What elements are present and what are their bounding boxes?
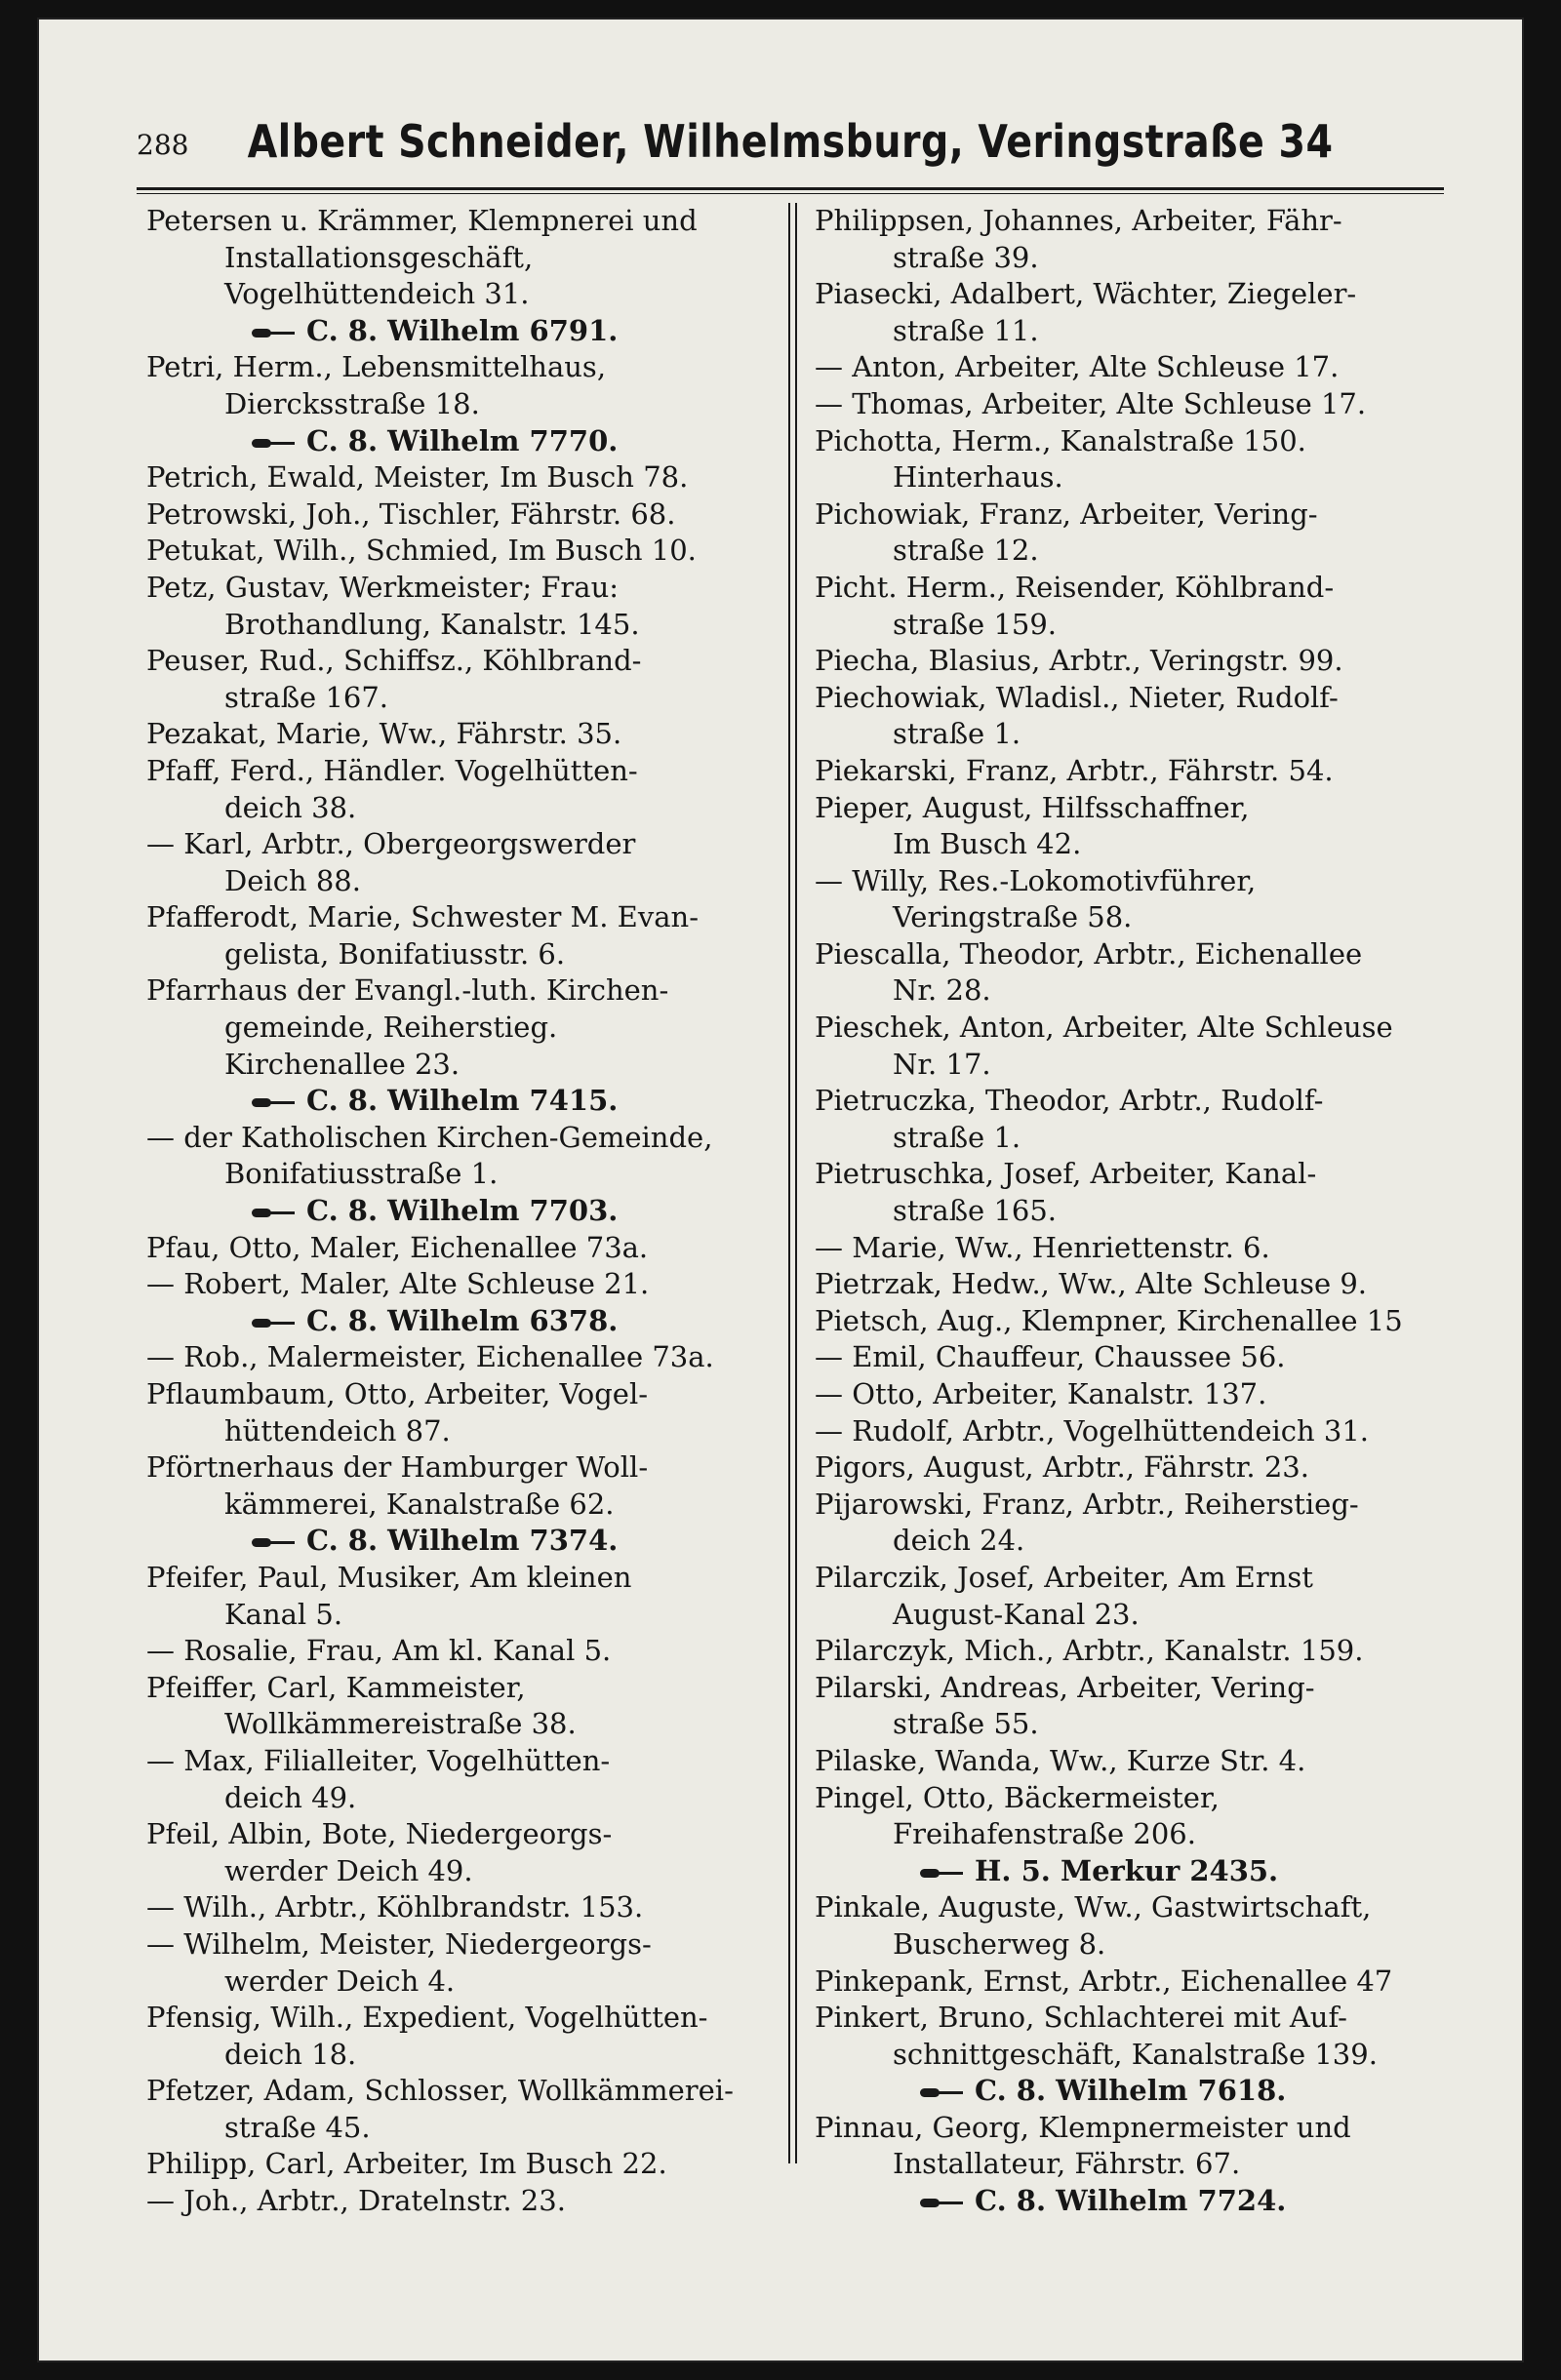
directory-entry: [815, 936, 1459, 1010]
telephone-line: [185, 313, 761, 350]
telephone-number: C. 8. Wilhelm 6791.: [306, 313, 619, 347]
entry-name-line: Pfeiffer, Carl, Kammeister,: [146, 1670, 526, 1704]
telephone-icon: [252, 1316, 297, 1329]
directory-entry: [815, 1633, 1459, 1670]
entry-name-line: Pieper, August, Hilfsschaffner,: [815, 790, 1250, 824]
telephone-icon: [252, 1095, 297, 1109]
entry-name-line: Piekarski, Franz, Arbtr., Fährstr. 54.: [815, 753, 1334, 787]
entry-name-line: Piechowiak, Wladisl., Nieter, Rudolf-: [815, 680, 1339, 714]
telephone-line: [185, 1193, 761, 1230]
telephone-line: [854, 2183, 1459, 2220]
directory-entry: [146, 459, 761, 496]
directory-entry: [815, 643, 1459, 680]
telephone-icon: [920, 2196, 965, 2209]
entry-name-line: — der Katholischen Kirchen-Gemeinde,: [146, 1120, 713, 1154]
directory-entry: [146, 1449, 761, 1560]
entry-name-line: Piasecki, Adalbert, Wächter, Ziegeler-: [815, 277, 1357, 311]
telephone-number: C. 8. Wilhelm 7770.: [306, 423, 619, 457]
entry-continuation-line: straße 11.: [893, 313, 1039, 347]
directory-entry: [146, 2000, 761, 2073]
entry-name-line: Pilarski, Andreas, Arbeiter, Vering-: [815, 1670, 1315, 1704]
directory-entry: [146, 972, 761, 1119]
directory-entry: [146, 349, 761, 459]
directory-entry: [815, 349, 1459, 386]
directory-entry: [815, 423, 1459, 496]
directory-entry: [146, 1633, 761, 1670]
entry-name-line: Pinnau, Georg, Klempnermeister und: [815, 2110, 1351, 2144]
entry-name-line: Pförtnerhaus der Hamburger Woll-: [146, 1450, 649, 1485]
directory-entry: [146, 2183, 761, 2220]
entry-continuation-line: Veringstraße 58.: [893, 900, 1133, 934]
directory-entry: [146, 1266, 761, 1339]
directory-entry: [146, 899, 761, 972]
directory-entry: [815, 1376, 1459, 1413]
telephone-line: [185, 1083, 761, 1120]
telephone-line: [185, 423, 761, 460]
entry-continuation-line: Installateur, Fährstr. 67.: [893, 2147, 1241, 2181]
directory-entry: [815, 1487, 1459, 1560]
directory-entry: [815, 203, 1459, 276]
telephone-number: C. 8. Wilhelm 7374.: [306, 1524, 619, 1558]
directory-entry: [815, 1449, 1459, 1487]
directory-entry: [815, 1230, 1459, 1267]
directory-entry: [146, 1670, 761, 1743]
entry-name-line: Pinkale, Auguste, Ww., Gastwirtschaft,: [815, 1890, 1372, 1924]
entry-continuation-line: Nr. 17.: [893, 1047, 991, 1081]
entry-name-line: Pfeifer, Paul, Musiker, Am kleinen: [146, 1560, 632, 1594]
entry-name-line: Piescalla, Theodor, Arbtr., Eichenallee: [815, 936, 1363, 971]
directory-entry: [146, 1339, 761, 1376]
entry-name-line: Petrowski, Joh., Tischler, Fährstr. 68.: [146, 496, 676, 531]
entry-name-line: Pfarrhaus der Evangl.-luth. Kirchen-: [146, 973, 669, 1008]
directory-entry: [146, 753, 761, 826]
page-title: Albert Schneider, Wilhelmsburg, Veringstraße 34: [247, 115, 1334, 168]
directory-entry: [815, 570, 1459, 643]
entry-name-line: — Wilh., Arbtr., Köhlbrandstr. 153.: [146, 1890, 644, 1924]
entry-name-line: Pichowiak, Franz, Arbeiter, Vering-: [815, 496, 1318, 531]
directory-entry: [146, 826, 761, 899]
telephone-number: C. 8. Wilhelm 7703.: [306, 1194, 619, 1228]
directory-entry: [815, 1266, 1459, 1303]
entry-name-line: Picht. Herm., Reisender, Köhlbrand-: [815, 570, 1335, 604]
entry-name-line: Pfensig, Wilh., Expedient, Vogelhütten-: [146, 2001, 708, 2035]
entry-name-line: Pieschek, Anton, Arbeiter, Alte Schleuse: [815, 1011, 1393, 1045]
entry-name-line: Pietruschka, Josef, Arbeiter, Kanal-: [815, 1157, 1317, 1191]
entry-continuation-line: werder Deich 4.: [224, 1964, 456, 1998]
telephone-number: C. 8. Wilhelm 7724.: [975, 2184, 1287, 2218]
entry-continuation-line: straße 167.: [224, 680, 389, 714]
entry-name-line: Peuser, Rud., Schiffsz., Köhlbrand-: [146, 644, 642, 678]
telephone-number: H. 5. Merkur 2435.: [975, 1853, 1279, 1887]
entry-name-line: — Joh., Arbtr., Dratelnstr. 23.: [146, 2184, 566, 2218]
telephone-icon: [252, 1535, 297, 1549]
entry-name-line: — Robert, Maler, Alte Schleuse 21.: [146, 1267, 650, 1301]
directory-entry: [146, 1889, 761, 1926]
telephone-line: [185, 1523, 761, 1560]
entry-name-line: Pfeil, Albin, Bote, Niedergeorgs-: [146, 1817, 613, 1851]
directory-entry: [815, 386, 1459, 423]
entry-name-line: Pflaumbaum, Otto, Arbeiter, Vogel-: [146, 1377, 649, 1410]
entry-name-line: — Max, Filialleiter, Vogelhütten-: [146, 1743, 611, 1777]
entry-continuation-line: Nr. 28.: [893, 973, 991, 1008]
entry-continuation-line: Freihafenstraße 206.: [893, 1817, 1196, 1851]
entry-name-line: Pigors, August, Arbtr., Fährstr. 23.: [815, 1450, 1309, 1485]
directory-entry: [146, 716, 761, 753]
entry-name-line: — Rosalie, Frau, Am kl. Kanal 5.: [146, 1634, 612, 1668]
entry-name-line: — Anton, Arbeiter, Alte Schleuse 17.: [815, 350, 1340, 384]
entry-name-line: Pfafferodt, Marie, Schwester M. Evan-: [146, 900, 699, 934]
entry-continuation-line: Im Busch 42.: [893, 827, 1082, 861]
entry-name-line: Pietsch, Aug., Klempner, Kirchenallee 15: [815, 1303, 1403, 1337]
directory-entry: [815, 753, 1459, 790]
entry-continuation-line: Kirchenallee 23.: [224, 1047, 460, 1081]
telephone-number: C. 8. Wilhelm 7415.: [306, 1084, 619, 1118]
entry-continuation-line: Hinterhaus.: [893, 460, 1063, 495]
directory-entry: [815, 1156, 1459, 1229]
directory-entry: [146, 1230, 761, 1267]
page-number: 288: [137, 129, 189, 161]
entry-name-line: Pfetzer, Adam, Schlosser, Wollkämmerei-: [146, 2074, 734, 2108]
telephone-line: [185, 1303, 761, 1340]
entry-continuation-line: werder Deich 49.: [224, 1853, 473, 1887]
entry-name-line: Philippsen, Johannes, Arbeiter, Fähr-: [815, 204, 1342, 237]
right-column: [815, 203, 1459, 2220]
column-divider: [788, 203, 797, 2163]
directory-entry: [815, 1780, 1459, 1890]
telephone-line: [854, 1853, 1459, 1890]
entry-continuation-line: gelista, Bonifatiusstr. 6.: [224, 936, 566, 971]
entry-name-line: — Emil, Chauffeur, Chaussee 56.: [815, 1340, 1286, 1374]
entry-name-line: Pijarowski, Franz, Arbtr., Reiherstieg-: [815, 1487, 1359, 1521]
entry-continuation-line: kämmerei, Kanalstraße 62.: [224, 1487, 615, 1521]
directory-entry: [146, 203, 761, 349]
entry-name-line: Pilaske, Wanda, Ww., Kurze Str. 4.: [815, 1743, 1306, 1777]
entry-continuation-line: gemeinde, Reiherstieg.: [224, 1011, 558, 1045]
directory-entry: [815, 1670, 1459, 1743]
directory-entry: [815, 1303, 1459, 1340]
directory-entry: [815, 1964, 1459, 2001]
telephone-number: C. 8. Wilhelm 7618.: [975, 2074, 1287, 2108]
entry-continuation-line: Installationsgeschäft,: [224, 240, 534, 274]
directory-entry: [815, 1560, 1459, 1633]
directory-entry: [815, 1083, 1459, 1156]
entry-name-line: — Rudolf, Arbtr., Vogelhüttendeich 31.: [815, 1413, 1370, 1448]
telephone-icon: [252, 1206, 297, 1219]
directory-entry: [815, 1010, 1459, 1083]
entry-name-line: Pfau, Otto, Maler, Eichenallee 73a.: [146, 1230, 649, 1264]
entry-name-line: — Thomas, Arbeiter, Alte Schleuse 17.: [815, 386, 1367, 420]
directory-entry: [146, 2146, 761, 2183]
entry-continuation-line: Diercksstraße 18.: [224, 386, 480, 420]
directory-entry: [815, 1743, 1459, 1780]
entry-name-line: Pingel, Otto, Bäckermeister,: [815, 1780, 1220, 1814]
entry-name-line: Pietruczka, Theodor, Arbtr., Rudolf-: [815, 1084, 1324, 1118]
directory-entry: [146, 1560, 761, 1633]
entry-name-line: Petrich, Ewald, Meister, Im Busch 78.: [146, 460, 689, 495]
directory-entry: [815, 2000, 1459, 2110]
entry-continuation-line: straße 159.: [893, 607, 1058, 641]
directory-entry: [815, 276, 1459, 349]
entry-name-line: Pinkepank, Ernst, Arbtr., Eichenallee 47: [815, 1964, 1393, 1998]
entry-continuation-line: deich 49.: [224, 1780, 357, 1814]
entry-continuation-line: straße 12.: [893, 534, 1039, 568]
entry-name-line: Pezakat, Marie, Ww., Fährstr. 35.: [146, 717, 622, 751]
entry-name-line: Pilarczik, Josef, Arbeiter, Am Ernst: [815, 1560, 1313, 1594]
directory-entry: [815, 863, 1459, 936]
entry-continuation-line: Deich 88.: [224, 863, 361, 897]
entry-name-line: Petukat, Wilh., Schmied, Im Busch 10.: [146, 534, 697, 568]
directory-entry: [146, 1743, 761, 1816]
entry-name-line: Petersen u. Krämmer, Klempnerei und: [146, 204, 698, 237]
entry-name-line: — Wilhelm, Meister, Niedergeorgs-: [146, 1926, 652, 1961]
entry-continuation-line: straße 1.: [893, 717, 1021, 751]
directory-entry: [146, 1376, 761, 1449]
telephone-icon: [252, 436, 297, 450]
entry-name-line: Pichotta, Herm., Kanalstraße 150.: [815, 423, 1306, 457]
entry-name-line: Pilarczyk, Mich., Arbtr., Kanalstr. 159.: [815, 1634, 1364, 1668]
directory-entry: [815, 1339, 1459, 1376]
entry-continuation-line: straße 39.: [893, 240, 1039, 274]
entry-continuation-line: straße 165.: [893, 1194, 1058, 1228]
left-column: [146, 203, 761, 2220]
entry-continuation-line: Buscherweg 8.: [893, 1926, 1106, 1961]
entry-continuation-line: August-Kanal 23.: [893, 1597, 1140, 1631]
telephone-line: [854, 2073, 1459, 2110]
directory-entry: [146, 1816, 761, 1889]
page-header: [137, 115, 1444, 183]
directory-entry: [815, 496, 1459, 570]
entry-continuation-line: hüttendeich 87.: [224, 1413, 451, 1448]
directory-entry: [815, 2110, 1459, 2220]
entry-continuation-line: straße 45.: [224, 2110, 371, 2144]
entry-name-line: Pfaff, Ferd., Händler. Vogelhütten-: [146, 753, 638, 787]
entry-name-line: Petri, Herm., Lebensmittelhaus,: [146, 350, 607, 384]
entry-continuation-line: Bonifatiusstraße 1.: [224, 1157, 499, 1191]
entry-continuation-line: Brothandlung, Kanalstr. 145.: [224, 607, 640, 641]
entry-name-line: Piecha, Blasius, Arbtr., Veringstr. 99.: [815, 644, 1343, 678]
telephone-number: C. 8. Wilhelm 6378.: [306, 1303, 619, 1337]
entry-name-line: — Otto, Arbeiter, Kanalstr. 137.: [815, 1377, 1267, 1410]
directory-entry: [146, 1926, 761, 2000]
entry-name-line: Petz, Gustav, Werkmeister; Frau:: [146, 570, 620, 604]
directory-entry: [815, 1413, 1459, 1450]
directory-entry: [146, 643, 761, 716]
telephone-icon: [920, 2085, 965, 2099]
entry-name-line: — Rob., Malermeister, Eichenallee 73a.: [146, 1340, 714, 1374]
directory-entry: [146, 570, 761, 643]
entry-continuation-line: deich 24.: [893, 1524, 1025, 1558]
entry-continuation-line: straße 55.: [893, 1707, 1039, 1741]
entry-name-line: Pinkert, Bruno, Schlachterei mit Auf-: [815, 2001, 1347, 2035]
directory-entry: [815, 790, 1459, 863]
entry-continuation-line: deich 38.: [224, 790, 357, 824]
entry-continuation-line: Kanal 5.: [224, 1597, 343, 1631]
directory-entry: [146, 2073, 761, 2146]
directory-entry: [146, 533, 761, 570]
telephone-icon: [920, 1866, 965, 1880]
entry-name-line: — Marie, Ww., Henriettenstr. 6.: [815, 1230, 1270, 1264]
entry-continuation-line: deich 18.: [224, 2037, 357, 2071]
directory-entry: [146, 1120, 761, 1230]
telephone-icon: [252, 326, 297, 339]
header-rule: [137, 187, 1444, 194]
entry-name-line: — Karl, Arbtr., Obergeorgswerder: [146, 827, 636, 861]
directory-entry: [815, 1889, 1459, 1963]
entry-continuation-line: Wollkämmereistraße 38.: [224, 1707, 577, 1741]
entry-continuation-line: schnittgeschäft, Kanalstraße 139.: [893, 2037, 1378, 2071]
entry-continuation-line: straße 1.: [893, 1120, 1021, 1154]
entry-name-line: Pietrzak, Hedw., Ww., Alte Schleuse 9.: [815, 1267, 1368, 1301]
entry-continuation-line: Vogelhüttendeich 31.: [224, 277, 530, 311]
entry-name-line: Philipp, Carl, Arbeiter, Im Busch 22.: [146, 2147, 667, 2181]
entry-name-line: — Willy, Res.-Lokomotivführer,: [815, 863, 1257, 897]
directory-entry: [146, 496, 761, 534]
directory-page: [39, 20, 1522, 2360]
directory-entry: [815, 680, 1459, 753]
